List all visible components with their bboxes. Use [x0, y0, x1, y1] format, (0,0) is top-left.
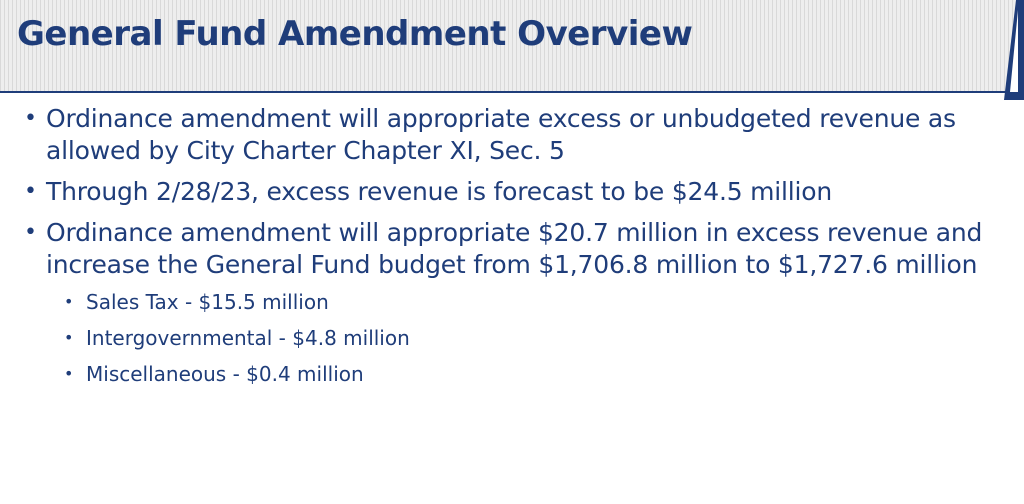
bullet-dot: •	[24, 220, 37, 245]
bullet-text: Ordinance amendment will appropriate $20.7 million in excess revenue and increase the General Fund budget from $1,706.8 million to $1,727.6 million	[46, 218, 983, 279]
title-band	[0, 0, 1024, 93]
sub-bullet-dot: •	[64, 292, 74, 311]
bullet-list	[20, 103, 1020, 387]
bullet-dot: •	[24, 106, 37, 131]
slide-title: General Fund Amendment Overview	[17, 14, 693, 54]
sub-bullet-dot: •	[64, 328, 74, 347]
bullet-dot: •	[24, 179, 37, 204]
sub-bullet-item	[20, 289, 1020, 315]
bullet-text: Through 2/28/23, excess revenue is forecast to be $24.5 million	[46, 177, 833, 206]
corner-logo-icon	[996, 0, 1024, 100]
sub-bullet-text: Intergovernmental - $4.8 million	[86, 326, 410, 350]
sub-bullet-dot: •	[64, 364, 74, 383]
bullet-item	[20, 176, 1020, 208]
sub-bullet-item	[20, 361, 1020, 387]
sub-bullet-text: Sales Tax - $15.5 million	[86, 290, 329, 314]
bullet-text: Ordinance amendment will appropriate excess or unbudgeted revenue as allowed by City Charter Chapter XI, Sec. 5	[46, 104, 956, 165]
bullet-item	[20, 217, 1020, 281]
bullet-item	[20, 103, 1020, 167]
sub-bullet-text: Miscellaneous - $0.4 million	[86, 362, 364, 386]
sub-bullet-item	[20, 325, 1020, 351]
sub-bullet-list	[20, 289, 1020, 387]
